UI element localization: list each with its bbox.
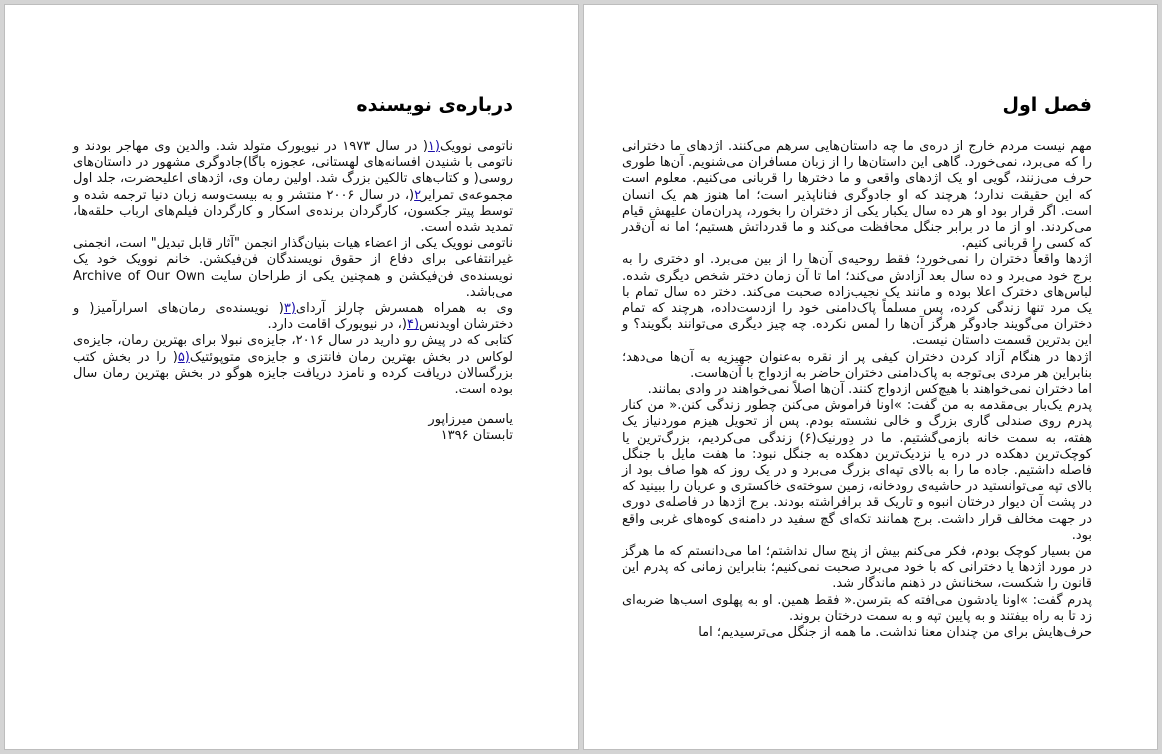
footnote-link[interactable]: (۱ [427,139,440,154]
footnote-link[interactable]: (۴ [406,317,420,333]
right-page [583,4,1158,750]
paragraph [73,236,513,301]
translator-name: یاسمن میرزاپور [428,412,513,428]
translation-date: تابستان ۱۳۹۶ [440,428,513,444]
paragraph: مهم نیست مردم خارج از دره‌ی ما چه داستان‌هایی سرهم می‌کنند. اژدهای ما دخترانی را که می‌برد، نمی‌خورد. گاهی این داستان‌ها را از زبان مسافران می‌شنویم. آن‌ها طوری حرف می‌زنند، گویی او یک اژدهای واقعی و ما دخترها را قربانی می‌کنیم. معلوم است که این حقیقت ندارد؛ هرچند که او جادوگری فناناپذیر است؛ اما هنوز هم یک انسان است. اگر قرار بود او هر ده سال یکبار یکی از دختران را بخورد، پدران‌مان علیهش قیام می‌کردند. او از ما در برابر جنگل محافظت می‌کند و ما قدرداتش هستیم؛ اما نه آن‌قدر که کسی را قربانی کنیم. [622,139,1092,252]
paragraph: اژدها واقعاً دختران را نمی‌خورد؛ فقط روحیه‌ی آن‌ها را از بین می‌برد. او دختری را به برج خود می‌برد و ده سال بعد آزادش می‌کند؛ اما تا آن زمان دختر شخص دیگری شده. لباس‌های دخترک اعلا بوده و مانند یک نجیب‌زاده صحبت می‌کند. دختر ده سال تمام با یک مرد تنها زندگی کرده، پس مسلماً پاک‌دامنی خود را ازدست‌داده، هرچند که تمام دختران می‌گویند جادوگر هرگز آن‌ها را لمس نکرده. چه چیز دیگری می‌توانند بگویند؟ و این بدترین قسمت داستان نیست. [622,252,1092,349]
paragraph: اژدها در هنگام آزاد کردن دختران کیفی پر از نقره به‌عنوان جهیزیه به آن‌ها می‌دهد؛ بنابراین هر مردی بی‌توجه به پاک‌دامنی دختران حاضر به ازدواج با آن‌هاست. [622,349,1092,381]
footnote-link[interactable]: (۵ [177,349,190,365]
footnote-link[interactable]: ۲ [414,187,422,203]
text-run: کتابی که در پیش رو دارید در سال ۲۰۱۶، جایزه‌ی نبولا برای بهترین رمان، جایزه‌ی لوکاس در بخش بهترین رمان فانتزی و جایزه‌ی متوپوئتیک [73,333,514,365]
footnote-link[interactable]: (۳ [283,301,296,317]
text-run: ( نویسنده‌ی رمان‌های اسرارآمیز( و دخترشان اویدنس [73,301,513,333]
text-run: ناتومی نوویک [439,139,513,154]
chapter-title: فصل اول [1002,94,1092,116]
left-page [4,4,579,750]
text-run: ناتومی نوویک یکی از اعضاء هیات بنیان‌گذار انجمن "آثار قابل تبدیل" است، انجمنی غیرانتفاعی برای دفاع از حقوق نویسندگان فن‌فیکشن. خانم نوویک خود یک نویسنده‌ی فن‌فیکشن و همچنین یکی از طراحان سایت Archive of Our Own می‌باشد. [73,236,513,300]
paragraph: پدرم گفت: »اونا یادشون می‌افته که بترسن.« فقط همین. او به پهلوی اسب‌ها ضربه‌ای زد تا به راه بیفتند و به پایین تپه و به سمت درختان بروند. [622,592,1092,624]
paragraph: اما دختران نمی‌خواهند با هیچ‌کس ازدواج کنند. آن‌ها اصلاً نمی‌خواهند در وادی بمانند. [647,382,1092,398]
text-run: ( در سال ۱۹۷۳ در نیویورک متولد شد. والدین وی مهاجر بودند و ناتومی با شنیدن افسانه‌های لهستانی، عجوزه باگا)جادوگری مشهور در داستان‌های روسی( و کتاب‌های تالکین بزرگ شد. اولین رمان وی، اژدهای اعلیحضرت، جلد اول مجموعه‌ی تمرایر [73,139,513,203]
paragraph [73,301,513,333]
paragraph [73,139,513,236]
paragraph: من بسیار کوچک بودم، فکر می‌کنم بیش از پنج سال نداشتم؛ اما می‌دانستم که ما هرگز در مورد اژدها یا دخترانی که با خود می‌برد صحبت نمی‌کنیم؛ بنابراین زمانی که پدرم این قانون را شکست، سخنانش در ذهنم ماندگار شد. [622,544,1092,592]
paragraph: حرف‌هایش برای من چندان معنا نداشت. ما همه از جنگل می‌ترسیدیم؛ اما [698,625,1092,641]
paragraph: پدرم یک‌بار بی‌مقدمه به من گفت: »اونا فراموش می‌کنن چطور زندگی کنن.« من کنار پدرم روی صندلی گاری بزرگ و خالی نشسته بودم. پس از تحویل هیزم موردنیاز یک هفته، به سمت خانه بازمی‌گشتیم. ما در دِورنیک(۶) زندگی می‌کردیم، بزرگ‌ترین یا کوچک‌ترین دهکده در دره یا نزدیک‌ترین دهکده به جنگل نبود: ما هفت مایل با جنگل فاصله داشتیم. جاده ما را به بالای تپه‌ای بزرگ می‌برد و در یک روز که هوا صاف بود از بالای تپه می‌توانستید در حاشیه‌ی رودخانه، زمین سوخته‌ی خاکستری و عریان را ببینید که در پشت آن دیوار درختان انبوه و تاریک قد برافراشته بودند. برج اژدها در فاصله‌ی دوری در جهت مخالف قرار داشت. برج همانند تکه‌ای گچ سفید در دامنه‌ی کوه‌های غربی واقع بود. [622,398,1092,543]
text-run: (، در سال ۲۰۰۶ منتشر و به بیست‌وسه زبان دنیا ترجمه شده و توسط پیتر جکسون، کارگردان برنده‌ی اسکار و کارگردان فیلم‌های ارباب حلقه‌ها، تمدید شده است. [73,187,513,236]
paragraph [73,333,513,398]
left-page-content [73,93,513,445]
text-run: ( را در بخش کتب بزرگسالان دریافت کرده و نامزد دریافت جایزه هوگو در بخش بهترین رمان سال بوده است. [73,349,513,398]
text-run: (، در نیویورک اقامت دارد. [267,317,407,333]
right-page-content [622,93,1092,641]
text-run: وی به همراه همسرش چارلز آردای [295,301,513,317]
page-title: درباره‌ی نویسنده [356,94,513,116]
